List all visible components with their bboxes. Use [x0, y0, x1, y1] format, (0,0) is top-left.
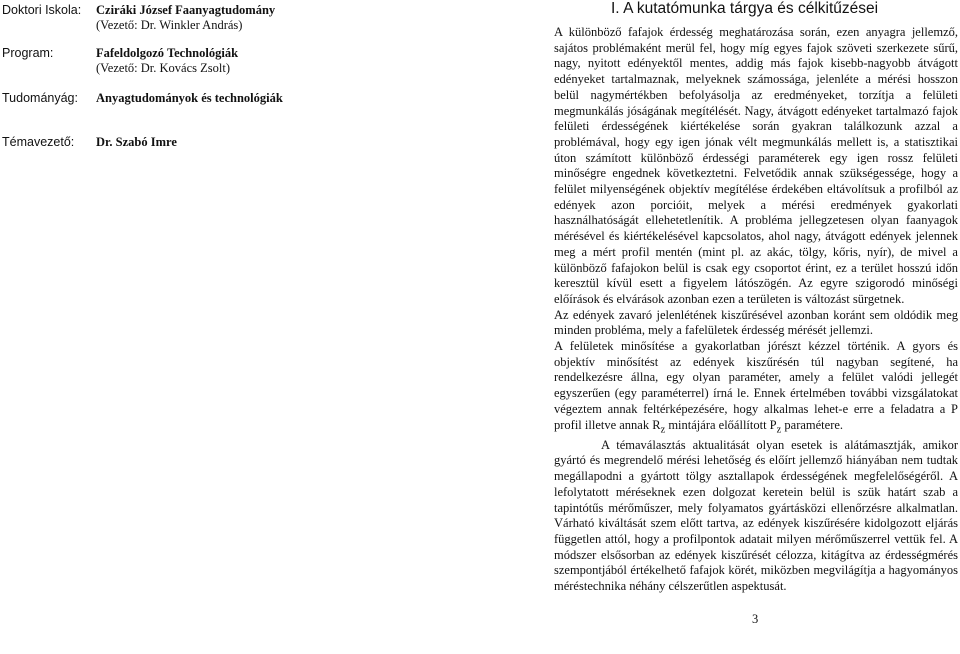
section-title: I. A kutatómunka tárgya és célkitűzései: [611, 0, 879, 17]
paragraph-2: Az edények zavaró jelenlétének kiszűrésével azonban koránt sem oldódik meg minden probléma, mely a fafelületek érdesség mérését jellemzi.: [554, 307, 958, 338]
paragraph-3-end: paramétere.: [781, 417, 844, 432]
temavezeto-name: Dr. Szabó Imre: [96, 135, 177, 149]
paragraph-3: [554, 339, 958, 438]
info-label: Témavezető:: [2, 135, 75, 149]
paragraph-3-text: A felületek minősítése a gyakorlatban jórészt kézzel történik. A gyors és objektív minősítést az edények kiszűrésén túl nagyban segítené, ha rendelkezésre állna, egy olyan paraméter, amely a felület valódi jellegét egyszerűen (egy paraméterrel) írná le. Ennek értelmében további vizsgálatokat végeztem annak feltérképezésére, hogy alkalmas lehet-e erre a feladatra a P profil illetve annak R: [554, 339, 958, 432]
paragraph-4: A témaválasztás aktualitását olyan esetek is alátámasztják, amikor gyártó és megrendelő mérési lehetőség és előírt jellemző hiányában nem tudtak megállapodni a gyártott tölgy asztallapok érdességének megfelelőségéről. A lefolytatott méréseknek ezen dolgozat keretein belül is szük határt szab a tapintótűs mérőműszer, mely folyamatos gyártásközi ellenőrzésre alkalmatlan. Várható kiváltását szem előtt tartva, az edények kiszűrésére kidolgozott eljárás független attól, hogy a profilpontok adatait milyen mérőműszerrel vettük fel. A módszer elsősorban az edények kiszűrését célozza, kitágítva az érdességmérés szempontjából értékelhető fafajok körét, miközben megvilágítja a hagyományos méréstechnika néhány célszerűtlen aspektusát.: [554, 437, 958, 594]
subscript-z: z: [660, 424, 666, 436]
info-value: [96, 135, 306, 150]
page-number: 3: [752, 612, 759, 626]
section-body: [554, 25, 958, 595]
paragraph-1: A különböző fafajok érdesség meghatározása során, ezen anyagra jellemző, sajátos problémaként merül fel, hogy míg egyes fajok szöveti szerkezete sűrű, nagy, nyitott edényektől mentes, addig más fajok kisebb-nagyobb átvágott edényeket tartalmaznak, melyeknek számossága, jelenléte a mérési hosszon belül nagymértékben befolyásolja az eredményeket, torzítja a felületi megmunkálás jóságának megítélését. Nagy, átvágott edényeket tartalmazó fajok felületi érdességének kiértékelése során gyakran találkozunk azzal a problémával, hogy egy igen jónak vélt megmunkálás mellett is, a statisztikai úton számított különböző érdességi paraméterek egy igen rossz felületi minőségre engednek következtetni. Felvetődik annak szükségessége, hogy a felület milyenségének objektív megítélése érdekében eltávolítsuk a profilból az edények azon porcióit, melyek a mérési eredmények gyakorlati használhatóságát ellehetetlenítik. A probléma jellegzetesen olyan faanyagok mérésével és kiértékelésével kapcsolatos, ahol nagy, átvágott edények jelennek meg a mért profil mentén (mint pl. az akác, tölgy, kőris, nyír), de mivel a különböző fafajokon belül is csak egy csoportot érint, ez a terület hosszú időn keresztül kívül esett a figyelem látószögén. Az egyre szigorodó minőségi előírások és elvárások azonban ezen a területen is változást sürgetnek.: [554, 25, 958, 306]
program-leader: (Vezető: Dr. Kovács Zsolt): [96, 61, 230, 75]
info-value: [96, 46, 306, 76]
paragraph-3-mid: mintájára előállított P: [665, 417, 777, 432]
info-label: Program:: [2, 46, 54, 60]
info-value: [96, 91, 306, 106]
doktori-iskola-name: Cziráki József Faanyagtudomány: [96, 3, 276, 17]
main-column: [554, 0, 958, 595]
doktori-iskola-leader: (Vezető: Dr. Winkler András): [96, 18, 243, 32]
tudomanyag-name: Anyagtudományok és technológiák: [96, 91, 283, 105]
info-label: Tudományág:: [2, 91, 78, 105]
subscript-z: z: [776, 424, 782, 436]
program-name: Fafeldolgozó Technológiák: [96, 46, 239, 60]
info-label: Doktori Iskola:: [2, 3, 82, 17]
info-value: [96, 3, 306, 33]
